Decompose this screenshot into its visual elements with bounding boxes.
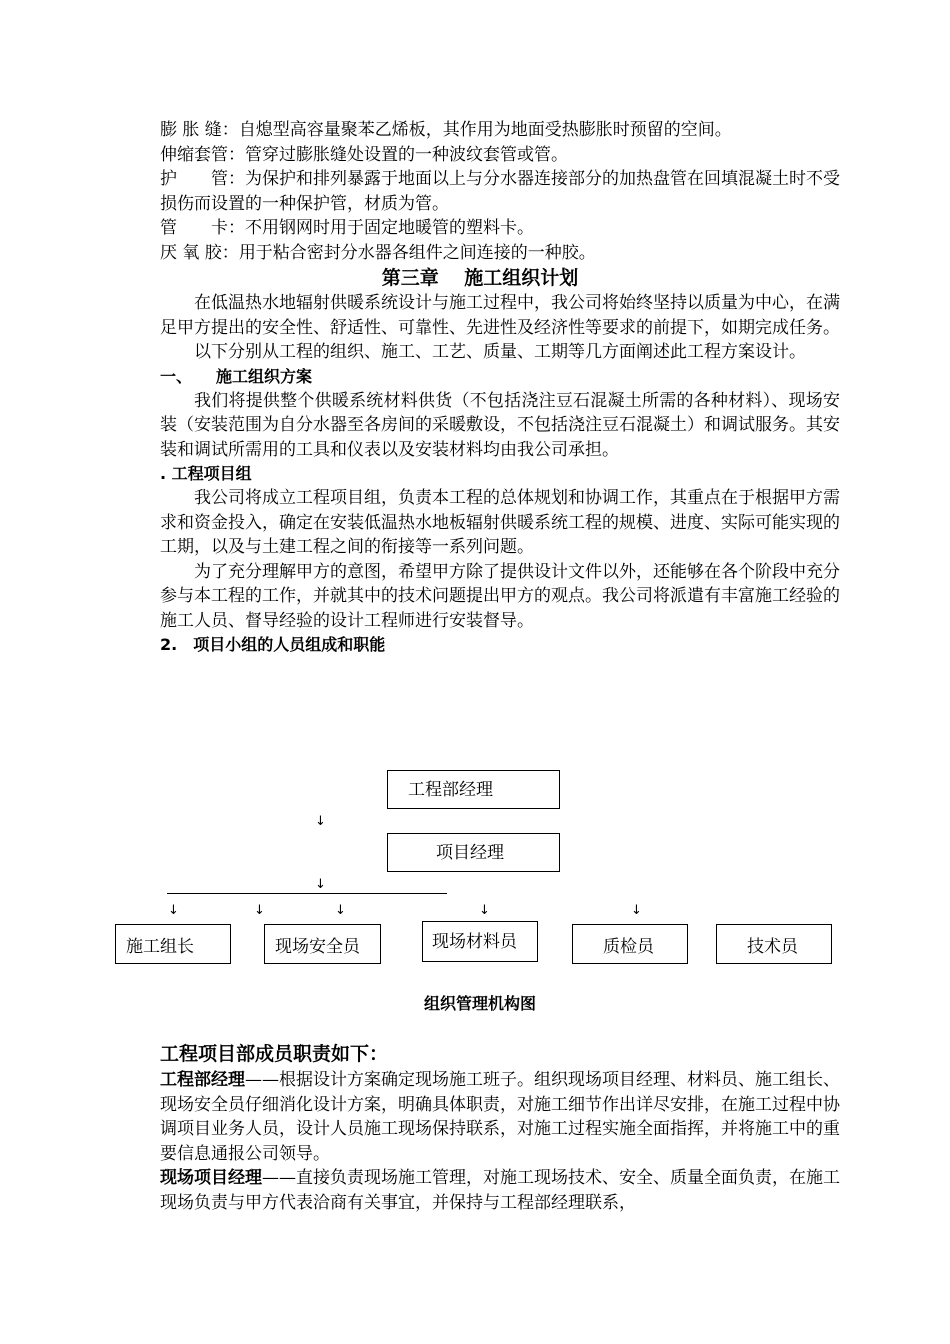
- definition-2: 伸缩套管：管穿过膨胀缝处设置的一种波纹套管或管。: [160, 144, 568, 165]
- section-heading-3: 2. 项目小组的人员组成和职能: [160, 635, 386, 654]
- arrow-down-icon: ↓: [254, 903, 265, 918]
- arrow-down-icon: ↓: [168, 903, 179, 918]
- org-chart-caption: 组织管理机构图: [424, 994, 537, 1013]
- duties-title: 工程项目部成员职责如下：: [160, 1043, 389, 1065]
- arrow-down-icon: ↓: [631, 903, 642, 918]
- section-heading-1: 一、 施工组织方案: [160, 366, 313, 386]
- duty-item-2: 现场项目经理——直接负责现场施工管理，对施工现场技术、安全、质量全面负责，在施工现场负责与甲方代表洽商有关事宜，并保持与工程部经理联系，: [160, 1168, 840, 1213]
- duties-section: [160, 1040, 840, 1215]
- arrow-down-icon: ↓: [479, 903, 490, 918]
- org-box-top: 工程部经理: [387, 770, 560, 809]
- arrow-down-icon: ↓: [335, 903, 346, 918]
- org-box-safety-officer: 现场安全员: [264, 924, 381, 964]
- org-connector-line: [167, 893, 447, 894]
- arrow-down-icon: ↓: [315, 814, 326, 829]
- section1-paragraph: 我们将提供整个供暖系统材料供货（不包括浇注豆石混凝土所需的各种材料）、现场安装（安装范围为自分水器至各房间的采暖敷设，不包括浇注豆石混凝土）和调试服务。其安装和调试所需用的工具和仪表以及安装材料均由我公司承担。: [160, 390, 840, 460]
- document-body: [160, 118, 840, 657]
- definition-3: 护 管：为保护和排列暴露于地面以上与分水器连接部分的加热盘管在回填混凝土时不受损伤而设置的一种保护管，材质为管。: [160, 169, 840, 214]
- definition-1: 膨 胀 缝：自熄型高容量聚苯乙烯板，其作用为地面受热膨胀时预留的空间。: [160, 120, 732, 140]
- arrow-down-icon: ↓: [315, 877, 326, 892]
- org-box-quality-inspector: 质检员: [572, 924, 688, 964]
- org-box-technician: 技术员: [716, 924, 832, 964]
- org-box-construction-leader: 施工组长: [115, 924, 231, 964]
- intro-paragraph-1: 在低温热水地辐射供暖系统设计与施工过程中，我公司将始终坚持以质量为中心，在满足甲方提出的安全性、舒适性、可靠性、先进性及经济性等要求的前提下，如期完成任务。: [160, 293, 840, 338]
- chapter-title: 第三章 施工组织计划: [381, 267, 579, 289]
- section2-paragraph-1: 我公司将成立工程项目组，负责本工程的总体规划和协调工作，其重点在于根据甲方需求和资金投入，确定在安装低温热水地板辐射供暖系统工程的规模、进度、实际可能实现的工期，以及与土建工程之间的衔接等一系列问题。: [160, 488, 840, 557]
- duty-item-1: 工程部经理——根据设计方案确定现场施工班子。组织现场项目经理、材料员、施工组长、现场安全员仔细消化设计方案，明确具体职责，对施工细节作出详尽安排，在施工过程中协调项目业务人员，设计人员施工现场保持联系，对施工过程实施全面指挥，并将施工中的重要信息通报公司领导。: [160, 1070, 840, 1164]
- intro-paragraph-2: 以下分别从工程的组织、施工、工艺、质量、工期等几方面阐述此工程方案设计。: [194, 342, 806, 362]
- section2-paragraph-2: 为了充分理解甲方的意图，希望甲方除了提供设计文件以外，还能够在各个阶段中充分参与本工程的工作，并就其中的技术问题提出甲方的观点。我公司将派遣有丰富施工经验的施工人员、督导经验的设计工程师进行安装督导。: [160, 561, 840, 631]
- org-box-middle: 项目经理: [387, 833, 560, 872]
- section-heading-2: . 工程项目组: [160, 464, 252, 483]
- org-box-material-officer: 现场材料员: [422, 921, 538, 962]
- definition-5: 厌 氧 胶：用于粘合密封分水器各组件之间连接的一种胶。: [160, 242, 596, 263]
- definition-4: 管 卡：不用钢网时用于固定地暖管的塑料卡。: [160, 218, 534, 238]
